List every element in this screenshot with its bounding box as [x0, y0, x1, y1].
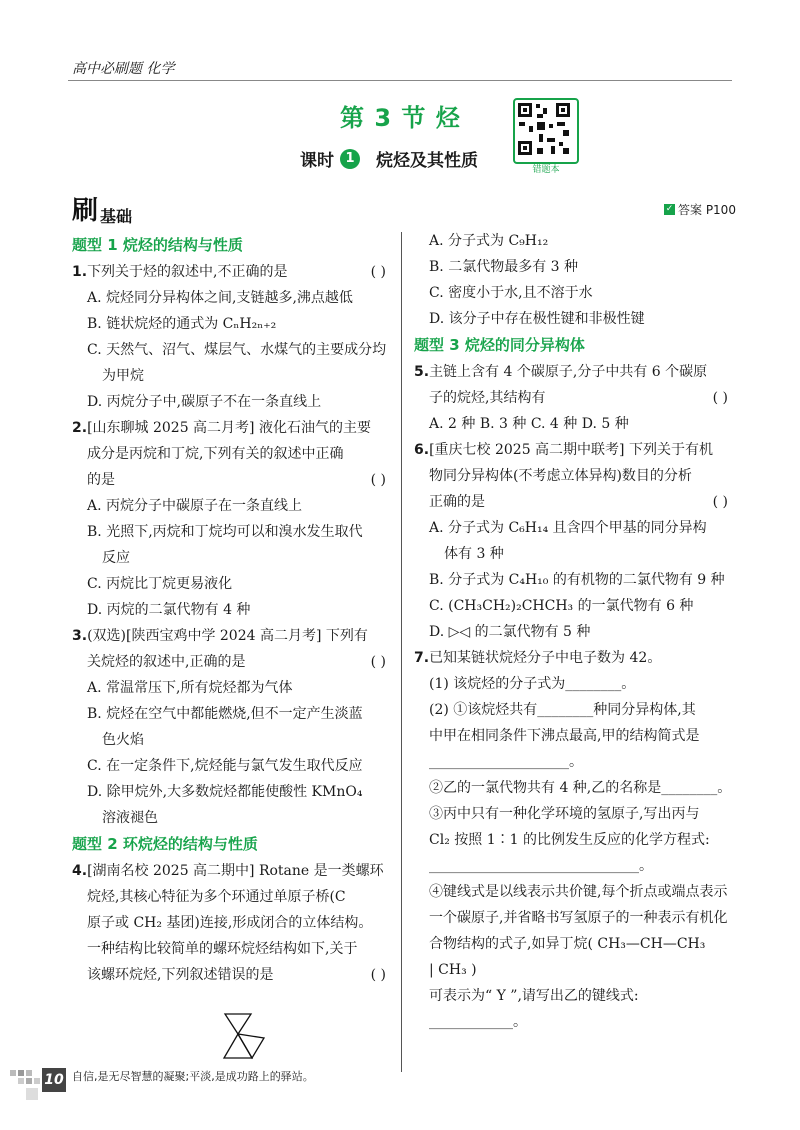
line-text: C. 天然气、沼气、煤层气、水煤气的主要成分均: [87, 342, 387, 358]
question-number: 2.: [72, 420, 88, 436]
question-line: [72, 910, 394, 936]
question-line: [414, 827, 736, 853]
type-title-text: 题型 1 烷烃的结构与性质: [72, 236, 243, 254]
question-line: [72, 571, 394, 597]
question-line: [72, 285, 394, 311]
column-divider: [401, 232, 402, 1072]
qr-code-icon[interactable]: [513, 98, 579, 164]
footer-motto: 自信,是无尽智慧的凝聚;平淡,是成功路上的驿站。: [72, 1070, 314, 1083]
question-line: [72, 467, 394, 493]
answer-ref: [664, 201, 736, 218]
question-line: [414, 280, 736, 306]
question-number: 3.: [72, 628, 88, 644]
lesson-title: 烷烃及其性质: [376, 151, 478, 171]
book-header: 高中必刷题 化学: [72, 61, 175, 77]
line-text: C. 密度小于水,且不溶于水: [429, 285, 593, 301]
question-line: [72, 545, 394, 571]
question-stem: [414, 645, 736, 671]
page-corner-decoration: [10, 1064, 42, 1104]
lesson-number-badge: 1: [340, 149, 360, 169]
line-text: C. (CH₃CH₂)₂CHCH₃ 的一氯代物有 6 种: [429, 598, 694, 614]
line-text: B. 光照下,丙烷和丁烷均可以和溴水发生取代: [87, 524, 363, 540]
question-number: 4.: [72, 863, 88, 879]
line-text: B. 分子式为 C₄H₁₀ 的有机物的二氯代物有 9 种: [429, 572, 725, 588]
question-line: [414, 801, 736, 827]
line-text: 体有 3 种: [444, 546, 504, 562]
line-text: ______________________________。: [429, 858, 653, 874]
type-title-text: 题型 2 环烷烃的结构与性质: [72, 835, 258, 853]
question-line: [414, 385, 736, 411]
answer-bracket[interactable]: ( ): [370, 264, 386, 280]
question-type-title: [414, 332, 736, 359]
question-line: [414, 957, 736, 983]
line-text: A. 常温常压下,所有烷烃都为气体: [87, 680, 293, 696]
line-text: | CH₃ ): [429, 962, 477, 978]
line-text: D. 除甲烷外,大多数烷烃都能使酸性 KMnO₄: [87, 784, 363, 800]
line-text: 一个碳原子,并省略书写氢原子的一种表示有机化: [429, 910, 728, 926]
question-line: [414, 775, 736, 801]
line-text: A. 烷烃同分异构体之间,支链越多,沸点越低: [87, 290, 353, 306]
lesson-prefix: 课时: [300, 151, 334, 171]
question-line: [72, 962, 394, 988]
question-number: 5.: [414, 364, 430, 380]
answer-bracket[interactable]: ( ): [370, 472, 386, 488]
line-text: 可表示为“ Y ”,请写出乙的键线式:: [429, 988, 639, 1004]
line-text: 溶液褪色: [102, 810, 158, 826]
line-text: 中甲在相同条件下沸点最高,甲的结构简式是: [429, 728, 700, 744]
line-text: 下列关于烃的叙述中,不正确的是: [87, 264, 288, 280]
question-line: [72, 649, 394, 675]
question-line: [414, 697, 736, 723]
question-line: [414, 905, 736, 931]
question-type-title: [72, 232, 394, 259]
question-stem: [72, 623, 394, 649]
line-text: A. 丙烷分子中碳原子在一条直线上: [87, 498, 303, 514]
question-line: [72, 884, 394, 910]
line-text: Cl₂ 按照 1∶1 的比例发生反应的化学方程式:: [429, 832, 710, 848]
line-text: A. 2 种 B. 3 种 C. 4 种 D. 5 种: [429, 416, 629, 432]
line-text: B. 二氯代物最多有 3 种: [429, 259, 578, 275]
line-text: ④键线式是以线表示共价键,每个折点或端点表示: [429, 884, 728, 900]
question-line: [72, 701, 394, 727]
line-text: 一种结构比较简单的螺环烷烃结构如下,关于: [87, 941, 358, 957]
question-line: [72, 441, 394, 467]
qr-label: 错题本: [532, 165, 560, 175]
line-text: ____________。: [429, 1014, 527, 1030]
line-text: 成分是丙烷和丁烷,下列有关的叙述中正确: [87, 446, 344, 462]
question-line: [414, 411, 736, 437]
question-line: [414, 853, 736, 879]
answer-bracket[interactable]: ( ): [370, 654, 386, 670]
question-line: [414, 515, 736, 541]
line-text: 合物结构的式子,如异丁烷( CH₃—CH—CH₃: [429, 936, 706, 952]
question-line: [72, 389, 394, 415]
question-line: [72, 519, 394, 545]
question-line: [72, 805, 394, 831]
question-line: [414, 619, 736, 645]
line-text: D. 该分子中存在极性键和非极性键: [429, 311, 645, 327]
practice-banner: [72, 190, 132, 227]
line-text: C. 在一定条件下,烷烃能与氯气发生取代反应: [87, 758, 363, 774]
answer-bracket[interactable]: ( ): [712, 494, 728, 510]
header-rule: [68, 80, 732, 81]
question-line: [414, 567, 736, 593]
banner-big-char: 刷: [72, 196, 99, 226]
page-number: 10: [42, 1068, 66, 1092]
question-line: [414, 254, 736, 280]
question-line: [72, 727, 394, 753]
lesson-heading: [300, 146, 478, 171]
banner-small-text: 基础: [100, 207, 133, 226]
question-stem: [414, 437, 736, 463]
question-line: [414, 306, 736, 332]
answer-bracket[interactable]: ( ): [712, 390, 728, 406]
question-line: [414, 879, 736, 905]
question-line: [72, 311, 394, 337]
line-text: 正确的是: [429, 494, 485, 510]
left-column: [72, 232, 394, 988]
type-title-text: 题型 3 烷烃的同分异构体: [414, 336, 585, 354]
answer-bracket[interactable]: ( ): [370, 967, 386, 983]
line-text: 物同分异构体(不考虑立体异构)数目的分析: [429, 468, 692, 484]
line-text: 的是: [87, 472, 115, 488]
line-text: D. 丙烷的二氯代物有 4 种: [87, 602, 251, 618]
line-text: D. 丙烷分子中,碳原子不在一条直线上: [87, 394, 322, 410]
question-number: 1.: [72, 264, 88, 280]
line-text: D. ▷◁ 的二氯代物有 5 种: [429, 624, 591, 640]
line-text: (2) ①该烷烃共有________种同分异构体,其: [429, 702, 696, 718]
line-text: C. 丙烷比丁烷更易液化: [87, 576, 233, 592]
line-text: 色火焰: [102, 732, 144, 748]
question-line: [72, 363, 394, 389]
question-line: [414, 1009, 736, 1035]
question-stem: [414, 359, 736, 385]
question-type-title: [72, 831, 394, 858]
line-text: ②乙的一氯代物共有 4 种,乙的名称是________。: [429, 780, 732, 796]
question-stem: [72, 415, 394, 441]
question-line: [414, 931, 736, 957]
line-text: A. 分子式为 C₉H₁₂: [429, 233, 549, 249]
question-number: 7.: [414, 650, 430, 666]
line-text: B. 烷烃在空气中都能燃烧,但不一定产生淡蓝: [87, 706, 363, 722]
section-title: 第 3 节 烃: [340, 104, 461, 132]
question-line: [414, 541, 736, 567]
line-text: ③丙中只有一种化学环境的氢原子,写出丙与: [429, 806, 700, 822]
line-text: [湖南名校 2025 高二期中] Rotane 是一类螺环: [87, 863, 384, 879]
question-line: [414, 463, 736, 489]
question-line: [72, 779, 394, 805]
line-text: 为甲烷: [102, 368, 144, 384]
line-text: 该螺环烷烃,下列叙述错误的是: [87, 967, 274, 983]
line-text: B. 链状烷烃的通式为 CₙH₂ₙ₊₂: [87, 316, 277, 332]
line-text: ____________________。: [429, 754, 583, 770]
answer-page: 答案 P100: [678, 203, 736, 217]
question-line: [72, 597, 394, 623]
question-number: 6.: [414, 442, 430, 458]
line-text: [山东聊城 2025 高二月考] 液化石油气的主要: [87, 420, 371, 436]
right-column: [414, 228, 736, 1035]
question-line: [414, 749, 736, 775]
question-line: [414, 983, 736, 1009]
question-line: [72, 936, 394, 962]
question-line: [414, 723, 736, 749]
line-text: (1) 该烷烃的分子式为________。: [429, 676, 636, 692]
question-line: [72, 493, 394, 519]
line-text: A. 分子式为 C₆H₁₄ 且含四个甲基的同分异构: [429, 520, 707, 536]
line-text: 已知某链状烷烃分子中电子数为 42。: [429, 650, 662, 666]
line-text: 主链上含有 4 个碳原子,分子中共有 6 个碳原: [429, 364, 708, 380]
question-line: [414, 489, 736, 515]
question-line: [72, 337, 394, 363]
line-text: 烷烃,其核心特征为多个环通过单原子桥(C: [87, 889, 346, 905]
question-stem: [72, 858, 394, 884]
line-text: 关烷烃的叙述中,正确的是: [87, 654, 246, 670]
line-text: (双选)[陕西宝鸡中学 2024 高二月考] 下列有: [87, 628, 368, 644]
question-line: [414, 228, 736, 254]
question-line: [414, 593, 736, 619]
line-text: 原子或 CH₂ 基团)连接,形成闭合的立体结构。: [87, 915, 373, 931]
line-text: 子的烷烃,其结构有: [429, 390, 546, 406]
question-line: [414, 671, 736, 697]
spiro-structure-diagram: [220, 1012, 270, 1072]
line-text: [重庆七校 2025 高二期中联考] 下列关于有机: [429, 442, 713, 458]
line-text: 反应: [102, 550, 130, 566]
question-stem: [72, 259, 394, 285]
check-icon: ✓: [665, 204, 674, 214]
question-line: [72, 675, 394, 701]
question-line: [72, 753, 394, 779]
